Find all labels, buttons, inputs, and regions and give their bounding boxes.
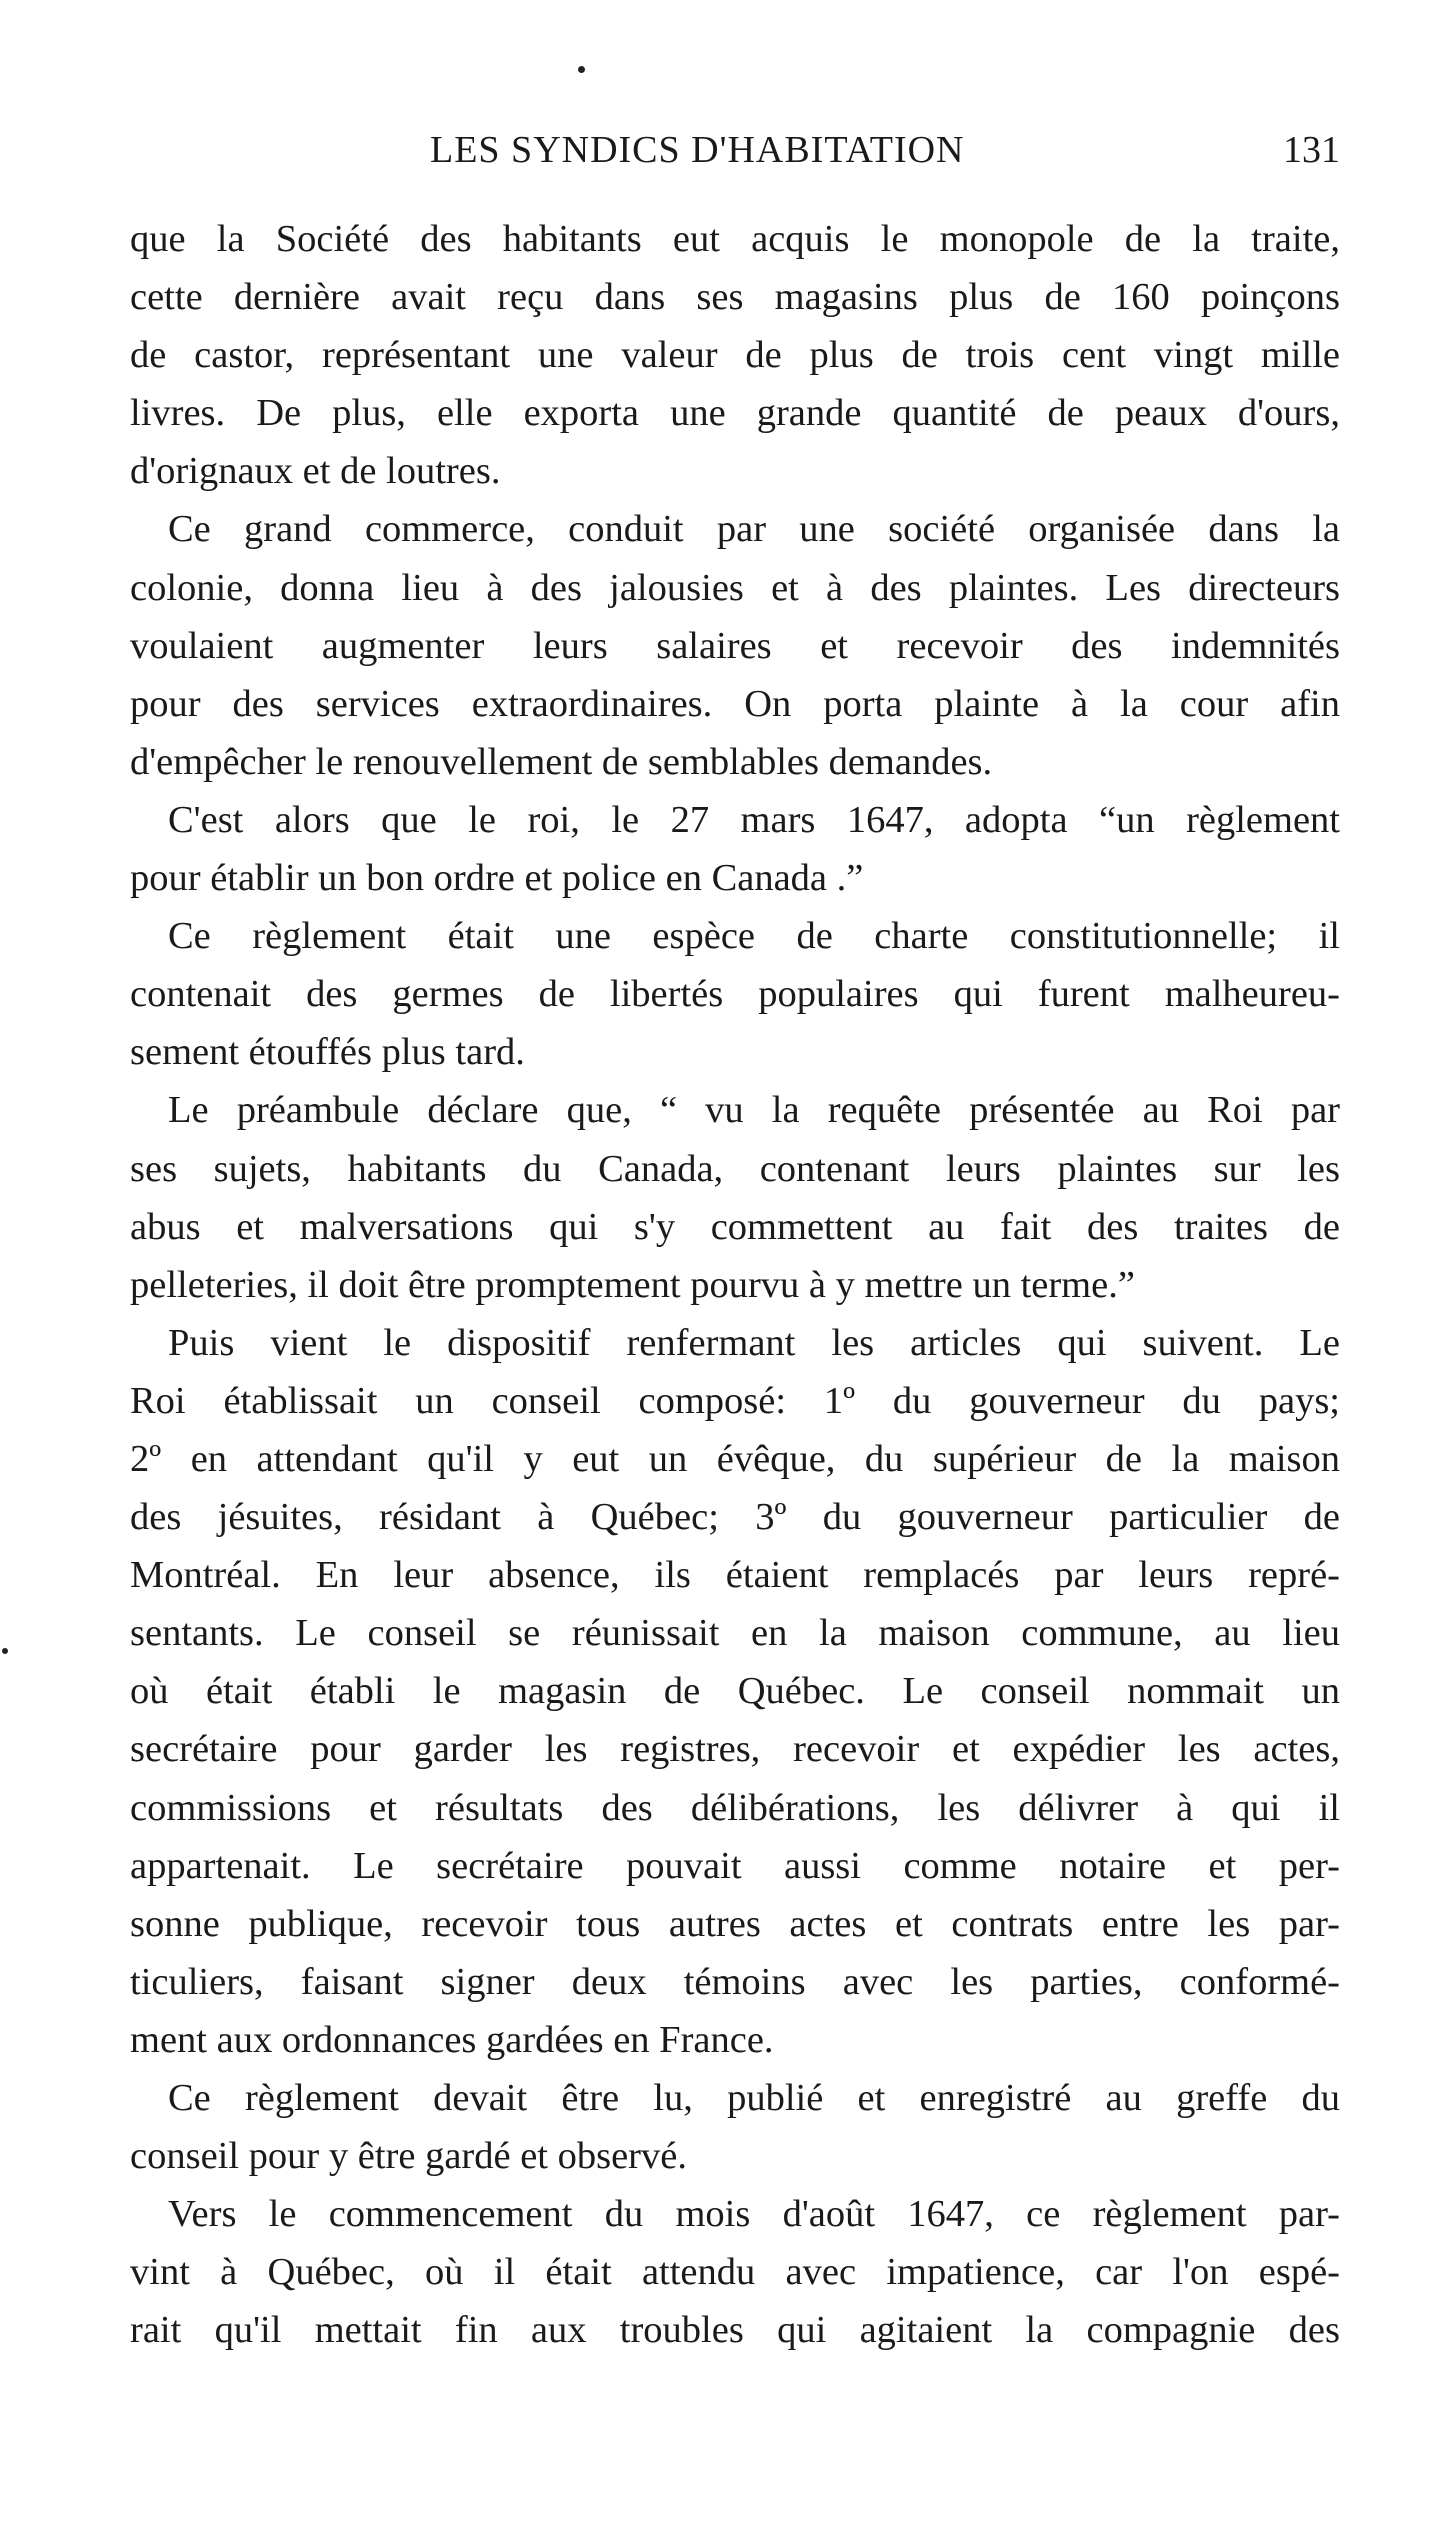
text-line: sentants. Le conseil se réunissait en la maison commune, au lieu (130, 1612, 1340, 1655)
text-line: ticuliers, faisant signer deux témoins avec les parties, conformé- (130, 1960, 1340, 2003)
text-line: pelleteries, il doit être promptement pourvu à y mettre un terme.” (130, 1263, 1135, 1306)
text-line: d'empêcher le renouvellement de semblables demandes. (130, 740, 993, 783)
running-title: LES SYNDICS D'HABITATION (430, 129, 965, 171)
page-number: 131 (1283, 129, 1340, 171)
text-line: abus et malversations qui s'y commettent au fait des traites de (130, 1205, 1340, 1248)
text-line: ment aux ordonnances gardées en France. (130, 2018, 774, 2061)
text-line: Vers le commencement du mois d'août 1647, ce règlement par- (168, 2193, 1340, 2236)
text-line: secrétaire pour garder les registres, recevoir et expédier les actes, (130, 1728, 1340, 1771)
text-line: contenait des germes de libertés populaires qui furent malheureu- (130, 973, 1340, 1016)
text-line: vint à Québec, où il était attendu avec impatience, car l'on espé- (130, 2251, 1340, 2294)
text-line: Le préambule déclare que, “ vu la requête présentée au Roi par (168, 1089, 1340, 1132)
text-line: cette dernière avait reçu dans ses magasins plus de 160 poinçons (130, 276, 1340, 319)
text-line: colonie, donna lieu à des jalousies et à des plaintes. Les directeurs (130, 566, 1340, 609)
text-line: ses sujets, habitants du Canada, contenant leurs plaintes sur les (130, 1147, 1340, 1190)
text-line: 2º en attendant qu'il y eut un évêque, du supérieur de la maison (130, 1437, 1340, 1480)
text-line: Montréal. En leur absence, ils étaient remplacés par leurs repré- (130, 1554, 1340, 1597)
text-line: que la Société des habitants eut acquis le monopole de la traite, (130, 218, 1340, 260)
text-line: des jésuites, résidant à Québec; 3º du gouverneur particulier de (130, 1496, 1340, 1539)
text-line: Ce règlement était une espèce de charte constitutionnelle; il (168, 915, 1340, 958)
text-line: de castor, représentant une valeur de plus de trois cent vingt mille (130, 334, 1340, 377)
text-line: appartenait. Le secrétaire pouvait aussi comme notaire et per- (130, 1844, 1340, 1887)
text-line: pour des services extraordinaires. On porta plainte à la cour afin (130, 682, 1340, 725)
text-line: commissions et résultats des délibérations, les délivrer à qui il (130, 1786, 1340, 1829)
text-line: sement étouffés plus tard. (130, 1031, 525, 1074)
text-line: conseil pour y être gardé et observé. (130, 2135, 687, 2178)
body-text (130, 210, 1340, 2359)
text-line: d'orignaux et de loutres. (130, 450, 501, 493)
text-line: livres. De plus, elle exporta une grande quantité de peaux d'ours, (130, 392, 1340, 435)
text-line: C'est alors que le roi, le 27 mars 1647, adopta “un règlement (168, 798, 1340, 841)
text-line: Puis vient le dispositif renfermant les articles qui suivent. Le (168, 1321, 1340, 1364)
text-line: Ce grand commerce, conduit par une société organisée dans la (168, 508, 1340, 551)
text-line: rait qu'il mettait fin aux troubles qui agitaient la compagnie des (130, 2309, 1340, 2352)
margin-speck (578, 66, 585, 73)
text-line: où était établi le magasin de Québec. Le conseil nommait un (130, 1670, 1340, 1713)
page-header (130, 128, 1340, 188)
text-line: voulaient augmenter leurs salaires et recevoir des indemnités (130, 624, 1340, 667)
text-line: sonne publique, recevoir tous autres actes et contrats entre les par- (130, 1902, 1340, 1945)
text-line: Roi établissait un conseil composé: 1º du gouverneur du pays; (130, 1379, 1340, 1422)
text-line: Ce règlement devait être lu, publié et enregistré au greffe du (168, 2077, 1340, 2119)
margin-speck (2, 1648, 8, 1654)
text-line: pour établir un bon ordre et police en Canada .” (130, 857, 864, 900)
